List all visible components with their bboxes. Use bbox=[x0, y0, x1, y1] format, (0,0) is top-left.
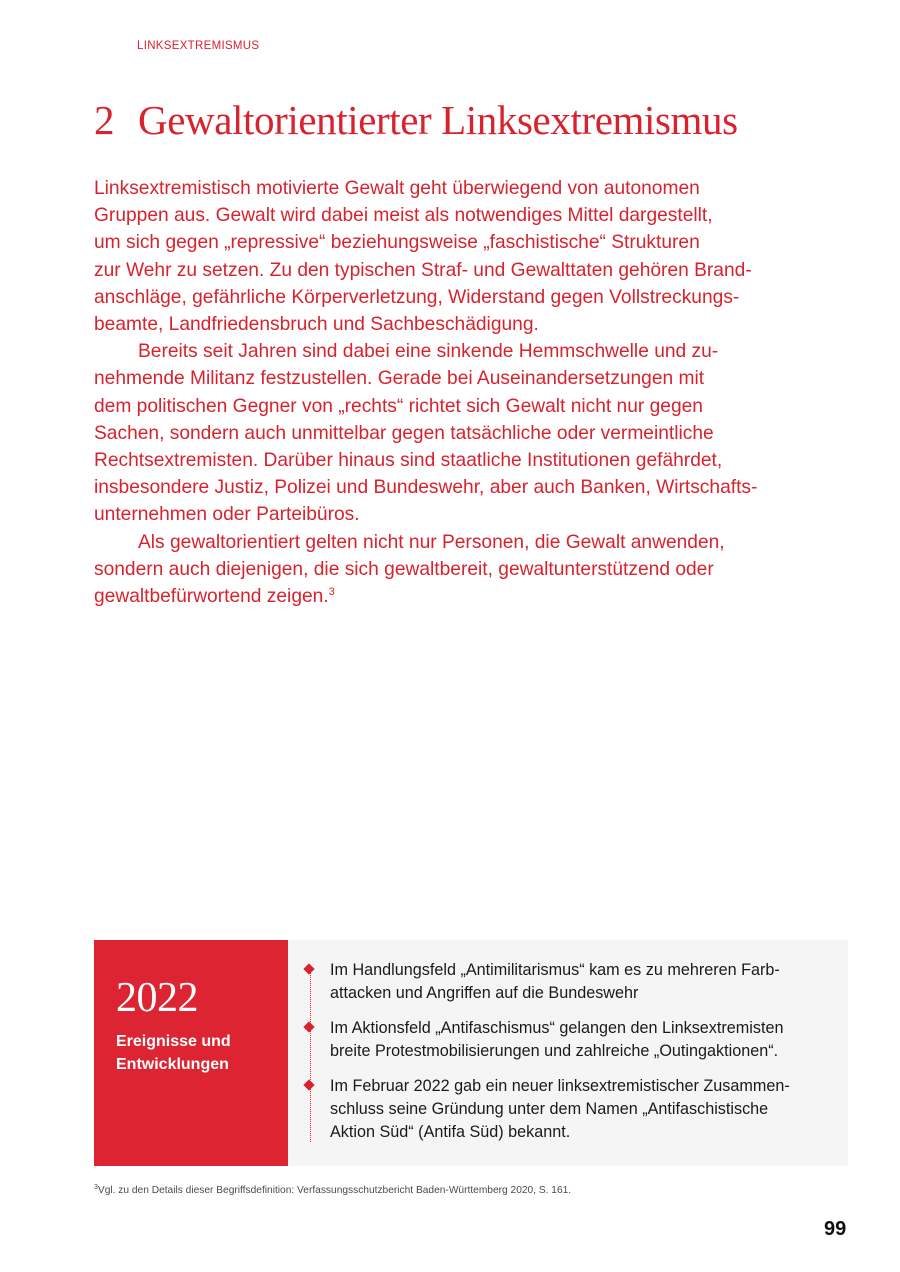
paragraph-2 bbox=[94, 338, 844, 528]
event-text-line: attacken und Angriffen auf die Bundeswehr bbox=[330, 984, 639, 1002]
text-line: beamte, Landfriedensbruch und Sachbeschädigung. bbox=[94, 314, 539, 336]
footnote-text: Vgl. zu den Details dieser Begriffsdefinition: Verfassungsschutzbericht Baden-Württemberg 2020, S. 161. bbox=[97, 1185, 572, 1196]
event-text-line: Aktion Süd“ (Antifa Süd) bekannt. bbox=[330, 1123, 571, 1141]
text-line: Gruppen aus. Gewalt wird dabei meist als notwendiges Mittel dargestellt, bbox=[94, 205, 713, 227]
diamond-bullet-icon bbox=[303, 1021, 314, 1032]
event-text-line: schluss seine Gründung unter dem Namen „Antifaschistische bbox=[330, 1100, 769, 1118]
event-text-line: Im Februar 2022 gab ein neuer linksextremistischer Zusammen- bbox=[330, 1077, 790, 1095]
diamond-bullet-icon bbox=[303, 1079, 314, 1090]
text-line: anschläge, gefährliche Körperverletzung, Widerstand gegen Vollstreckungs- bbox=[94, 286, 740, 308]
text-line: um sich gegen „repressive“ beziehungsweise „faschistische“ Strukturen bbox=[94, 232, 700, 254]
section-heading bbox=[94, 94, 854, 146]
diamond-bullet-icon bbox=[303, 963, 314, 974]
events-box-label bbox=[94, 940, 288, 1166]
event-item bbox=[288, 959, 848, 1005]
text-line: zur Wehr zu setzen. Zu den typischen Straf- und Gewalttaten gehören Brand- bbox=[94, 259, 752, 281]
paragraph-3 bbox=[94, 529, 844, 611]
event-item bbox=[288, 1017, 848, 1063]
event-text-line: Im Aktionsfeld „Antifaschismus“ gelangen den Linksextremisten bbox=[330, 1019, 784, 1037]
footnote-marker: 3 bbox=[94, 1184, 98, 1191]
subtitle-line: Entwicklungen bbox=[116, 1056, 229, 1073]
section-number: 2 bbox=[94, 97, 115, 143]
events-box bbox=[94, 940, 848, 1166]
event-text-line: breite Protestmobilisierungen und zahlreiche „Outingaktionen“. bbox=[330, 1042, 779, 1060]
text-line: Linksextremistisch motivierte Gewalt geht überwiegend von autonomen bbox=[94, 178, 700, 199]
text-line: nehmende Militanz festzustellen. Gerade bei Auseinandersetzungen mit bbox=[94, 368, 705, 390]
events-list bbox=[288, 959, 848, 1156]
section-title: Gewaltorientierter Linksextremismus bbox=[138, 97, 738, 143]
paragraph-1 bbox=[94, 175, 844, 338]
events-year: 2022 bbox=[116, 975, 198, 1021]
text-line: Rechtsextremisten. Darüber hinaus sind staatliche Institutionen gefährdet, bbox=[94, 450, 723, 472]
text-line bbox=[94, 583, 844, 610]
text-line: Sachen, sondern auch unmittelbar gegen tatsächliche oder vermeintliche bbox=[94, 422, 714, 444]
text-line: insbesondere Justiz, Polizei und Bundeswehr, aber auch Banken, Wirtschafts- bbox=[94, 477, 758, 499]
text-line: Als gewaltorientiert gelten nicht nur Personen, die Gewalt anwenden, bbox=[138, 531, 725, 553]
text-line: sondern auch diejenigen, die sich gewaltbereit, gewaltunterstützend oder bbox=[94, 558, 714, 580]
body-text bbox=[94, 175, 844, 610]
subtitle-line: Ereignisse und bbox=[116, 1033, 231, 1050]
footnote-reference[interactable]: 3 bbox=[328, 586, 335, 599]
text-line: unternehmen oder Parteibüros. bbox=[94, 504, 360, 526]
page-number: 99 bbox=[824, 1218, 847, 1240]
text-line: Bereits seit Jahren sind dabei eine sinkende Hemmschwelle und zu- bbox=[138, 341, 719, 363]
text-line: dem politischen Gegner von „rechts“ richtet sich Gewalt nicht nur gegen bbox=[94, 395, 703, 417]
events-list-panel bbox=[288, 940, 848, 1166]
event-item bbox=[288, 1075, 848, 1144]
running-head: LINKSEXTREMISMUS bbox=[137, 40, 260, 52]
event-text-line: Im Handlungsfeld „Antimilitarismus“ kam es zu mehreren Farb- bbox=[330, 961, 780, 979]
footnote bbox=[94, 1185, 571, 1196]
text-line-end: gewaltbefürwortend zeigen. bbox=[94, 586, 329, 608]
events-subtitle bbox=[116, 1030, 288, 1076]
